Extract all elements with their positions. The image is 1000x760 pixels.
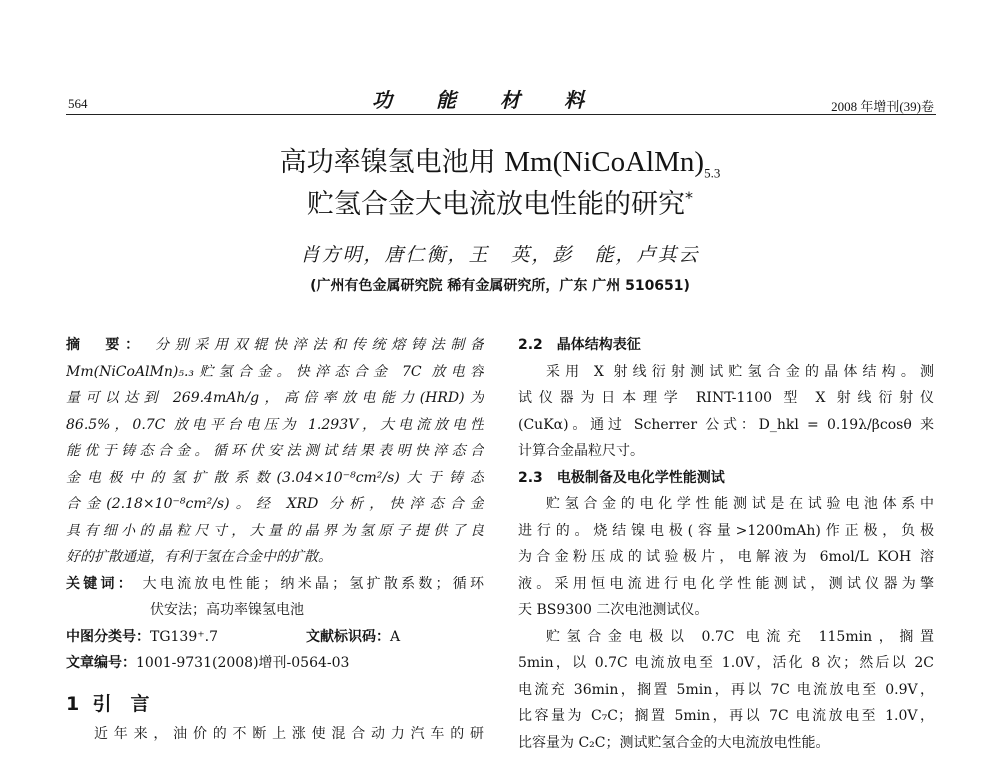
section-heading xyxy=(66,687,484,721)
issue-info: 2008 年增刊(39)卷 xyxy=(831,99,934,114)
abstract-line: 具有细小的晶粒尺寸，大量的晶界为氢原子提供了良 xyxy=(66,522,484,539)
paper-title-line1 xyxy=(0,140,1000,179)
title-formula-subscript: 5.3 xyxy=(704,165,721,181)
clc-value: TG139⁺.7 xyxy=(150,628,218,645)
keywords-cont: 伏安法；高功率镍氢电池 xyxy=(150,602,304,618)
right-column xyxy=(518,332,934,756)
abstract-label: 摘 要： xyxy=(66,337,145,353)
body-line: 计算合金晶粒尺寸。 xyxy=(518,443,644,459)
paper-title-line2 xyxy=(0,182,1000,221)
subsection-heading: 2.3 电极制备及电化学性能测试 xyxy=(518,469,725,486)
body-line: 贮氢合金电极以 0.7C 电流充 115min，搁置 xyxy=(546,628,934,645)
body-line: 贮氢合金的电化学性能测试是在试验电池体系中 xyxy=(546,496,934,512)
article-number xyxy=(66,650,484,677)
clc-label: 中图分类号： xyxy=(66,628,150,645)
abstract-line: 86.5%，0.7C 放电平台电压为 1.293V，大电流放电性 xyxy=(66,416,484,433)
doc-code-label: 文献标识码： xyxy=(306,628,390,645)
subsection-heading: 2.2 晶体结构表征 xyxy=(518,337,641,353)
body-line: 电流充 36min，搁置 5min，再以 7C 电流放电至 0.9V， xyxy=(518,681,934,698)
body-line: 天 BS9300 二次电池测试仪。 xyxy=(518,602,709,618)
journal-name: 功能材料 xyxy=(372,88,628,112)
body-line: 比容量为 C₂C；测试贮氢合金的大电流放电性能。 xyxy=(518,734,830,751)
section-title: 引 言 xyxy=(92,692,150,715)
abstract-line: 量可以达到 269.4mAh/g，高倍率放电能力(HRD)为 xyxy=(66,390,484,406)
body-line: 比容量为 C₇C；搁置 5min，再以 7C 电流放电至 1.0V， xyxy=(518,708,934,724)
abstract-line: Mm(NiCoAlMn)₅.₃贮氢合金。快淬态合金 7C 放电容 xyxy=(66,363,484,380)
left-column xyxy=(66,332,484,747)
body-line: (CuKα)。通过 Scherrer 公式：D_hkl = 0.19λ/βcosθ 来 xyxy=(518,416,934,433)
body-line: 近年来，油价的不断上涨使混合动力汽车的研 xyxy=(94,725,484,742)
body-line: 液。采用恒电流进行电化学性能测试，测试仪器为擎 xyxy=(518,575,934,592)
abstract-line xyxy=(66,332,484,359)
doc-code-value: A xyxy=(390,628,401,645)
keywords-text: 大电流放电性能；纳米晶；氢扩散系数；循环 xyxy=(142,575,484,592)
keywords-label: 关键词： xyxy=(66,575,135,592)
abstract-line: 能优于铸态合金。循环伏安法测试结果表明快淬态合 xyxy=(66,443,484,459)
title-line2-text: 贮氢合金大电流放电性能的研究 xyxy=(307,189,685,220)
article-no-value: 1001-9731(2008)增刊-0564-03 xyxy=(136,655,350,671)
abstract-text: 分别采用双辊快淬法和传统熔铸法制备 xyxy=(154,337,484,353)
authors: 肖方明，唐仁衡，王 英，彭 能，卢其云 xyxy=(300,244,700,266)
affiliation: (广州有色金属研究院 稀有金属研究所，广东 广州 510651) xyxy=(310,278,690,294)
body-line: 为合金粉压成的试验极片，电解液为 6mol/L KOH 溶 xyxy=(518,549,934,565)
header-rule xyxy=(66,114,936,115)
abstract-line: 好的扩散通道，有利于氢在合金中的扩散。 xyxy=(66,549,332,565)
page-number: 564 xyxy=(68,96,88,111)
title-prefix: 高功率镍氢电池用 xyxy=(279,147,505,178)
title-formula: Mm(NiCoAlMn) xyxy=(504,146,705,178)
article-no-label: 文章编号： xyxy=(66,655,136,671)
abstract-line: 金电极中的氢扩散系数(3.04×10⁻⁸cm²/s)大于铸态 xyxy=(66,469,484,486)
abstract-line: 合金(2.18×10⁻⁸cm²/s)。经 XRD 分析，快淬态合金 xyxy=(66,496,484,512)
body-line: 5min，以 0.7C 电流放电至 1.0V，活化 8 次；然后以 2C xyxy=(518,655,934,671)
keywords xyxy=(66,571,484,598)
body-line: 试仪器为日本理学 RINT-1100 型 X 射线衍射仪 xyxy=(518,390,934,406)
body-line: 采用 X 射线衍射测试贮氢合金的晶体结构。测 xyxy=(546,363,934,380)
body-line: 进行的。烧结镍电极(容量>1200mAh)作正极，负极 xyxy=(518,522,934,539)
classification xyxy=(66,624,484,651)
section-number: 1 xyxy=(66,692,80,715)
title-footnote-mark: * xyxy=(685,188,693,207)
